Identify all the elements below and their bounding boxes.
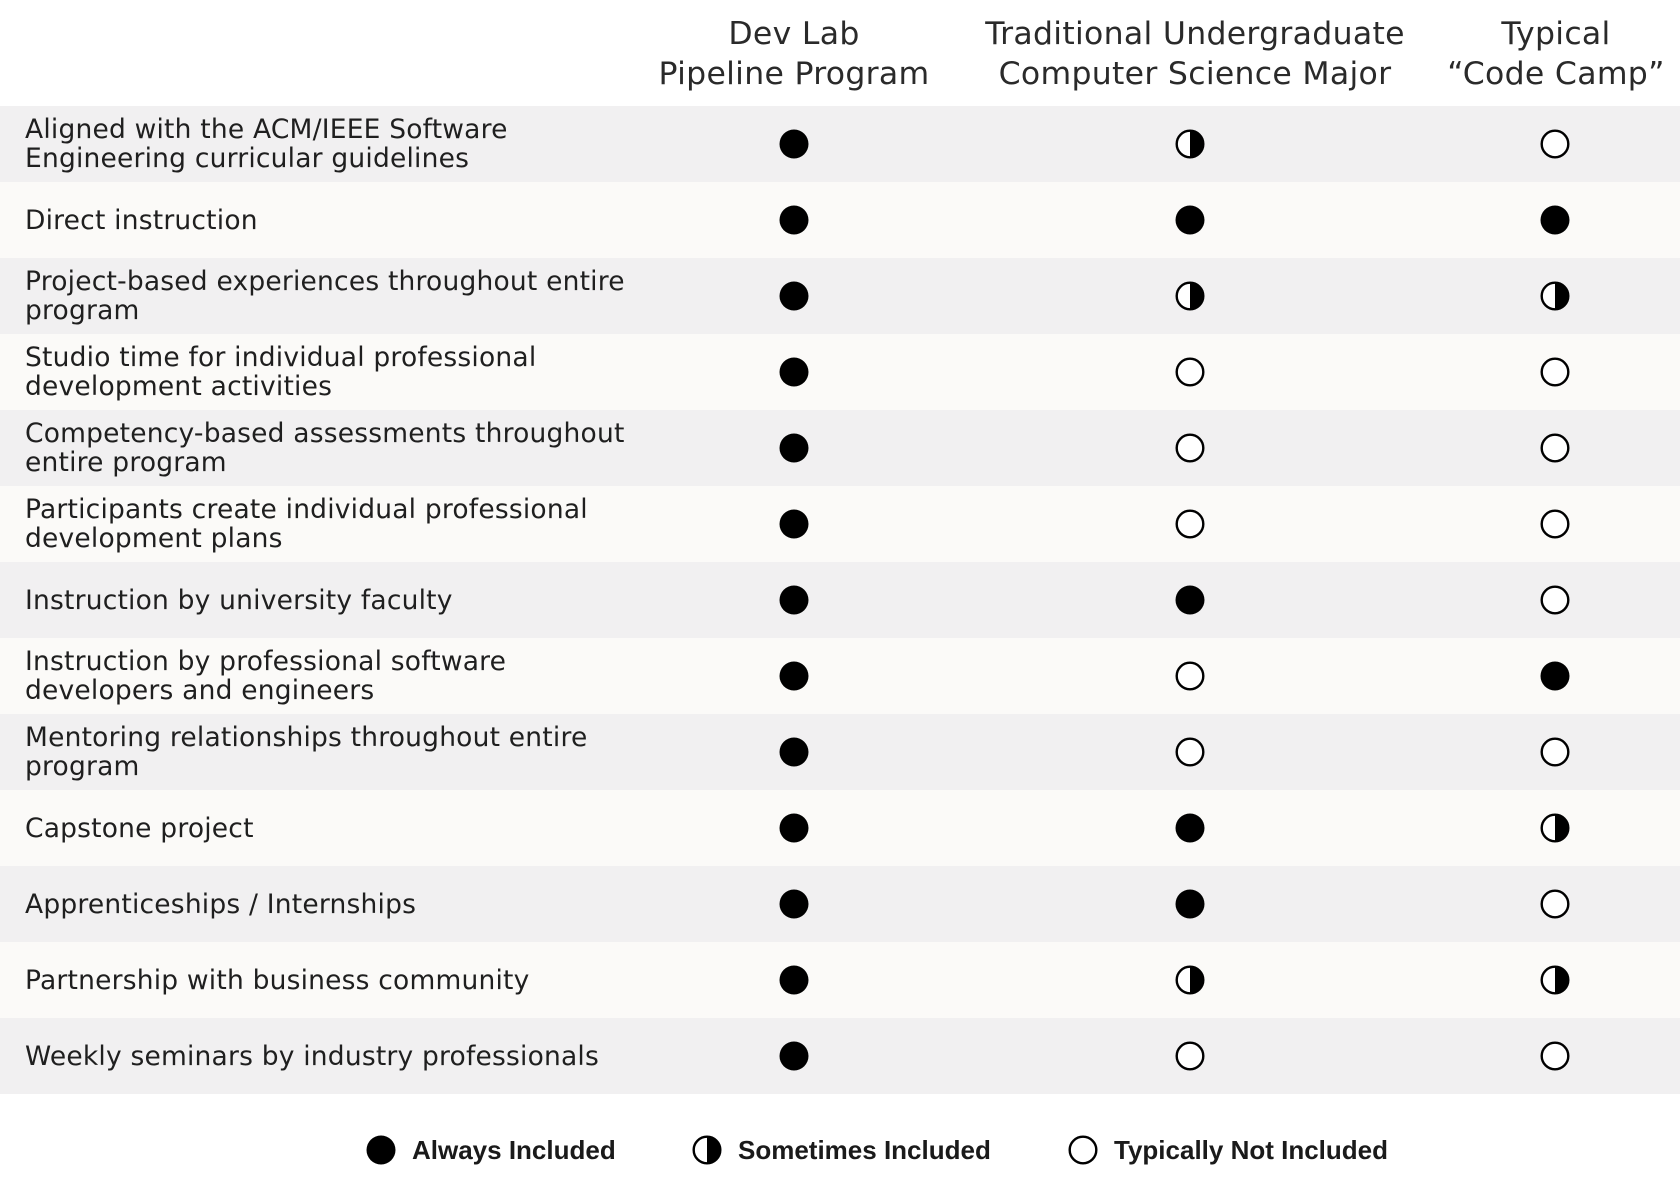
filled-circle-icon	[1160, 182, 1220, 258]
empty-circle-icon	[1525, 562, 1585, 638]
filled-circle-icon	[764, 866, 824, 942]
legend-item-not	[1068, 1132, 1388, 1168]
feature-label: Project-based experiences throughout entire program	[25, 266, 625, 326]
feature-label: Competency-based assessments throughout entire program	[25, 418, 625, 478]
filled-circle-icon	[764, 410, 824, 486]
empty-circle-icon	[1160, 638, 1220, 714]
half-filled-circle-icon	[692, 1135, 738, 1165]
half-filled-circle-icon	[1160, 106, 1220, 182]
table-row	[0, 714, 1680, 790]
empty-circle-icon	[1160, 714, 1220, 790]
table-row	[0, 334, 1680, 410]
column-header-dev-lab	[644, 14, 944, 94]
table-row	[0, 486, 1680, 562]
table-row	[0, 1018, 1680, 1094]
legend	[0, 1132, 1680, 1168]
column-header-line: Typical	[1501, 16, 1611, 52]
half-filled-circle-icon	[1160, 258, 1220, 334]
filled-circle-icon	[764, 638, 824, 714]
table-row	[0, 790, 1680, 866]
filled-circle-icon	[764, 562, 824, 638]
feature-label: Participants create individual professional development plans	[25, 494, 588, 554]
filled-circle-icon	[764, 486, 824, 562]
legend-item-always	[366, 1132, 616, 1168]
filled-circle-icon	[1525, 638, 1585, 714]
feature-label: Partnership with business community	[25, 964, 530, 996]
feature-label: Instruction by professional software developers and engineers	[25, 646, 507, 706]
legend-item-sometimes	[692, 1132, 991, 1168]
filled-circle-icon	[764, 942, 824, 1018]
column-header-line: “Code Camp”	[1447, 56, 1665, 92]
empty-circle-icon	[1525, 866, 1585, 942]
empty-circle-icon	[1525, 334, 1585, 410]
feature-label: Weekly seminars by industry professionals	[25, 1040, 599, 1072]
feature-label: Instruction by university faculty	[25, 584, 453, 616]
table-row	[0, 562, 1680, 638]
empty-circle-icon	[1525, 714, 1585, 790]
filled-circle-icon	[1525, 182, 1585, 258]
filled-circle-icon	[1160, 866, 1220, 942]
empty-circle-icon	[1160, 1018, 1220, 1094]
feature-label: Apprenticeships / Internships	[25, 888, 417, 920]
feature-label: Aligned with the ACM/IEEE Software Engineering curricular guidelines	[25, 114, 508, 174]
half-filled-circle-icon	[1525, 258, 1585, 334]
filled-circle-icon	[764, 182, 824, 258]
legend-label: Typically Not Included	[1114, 1134, 1389, 1165]
table-body	[0, 106, 1680, 1094]
table-row	[0, 182, 1680, 258]
table-row	[0, 106, 1680, 182]
filled-circle-icon	[764, 714, 824, 790]
empty-circle-icon	[1068, 1135, 1114, 1165]
filled-circle-icon	[764, 334, 824, 410]
empty-circle-icon	[1525, 1018, 1585, 1094]
half-filled-circle-icon	[1160, 942, 1220, 1018]
filled-circle-icon	[366, 1135, 412, 1165]
table-row	[0, 942, 1680, 1018]
empty-circle-icon	[1525, 106, 1585, 182]
filled-circle-icon	[764, 1018, 824, 1094]
legend-label: Always Included	[412, 1134, 616, 1165]
empty-circle-icon	[1160, 334, 1220, 410]
column-header-code-camp	[1432, 14, 1680, 94]
feature-label: Studio time for individual professional development activities	[25, 342, 537, 402]
empty-circle-icon	[1525, 486, 1585, 562]
table-row	[0, 638, 1680, 714]
filled-circle-icon	[764, 258, 824, 334]
feature-label: Mentoring relationships throughout entire program	[25, 722, 588, 782]
half-filled-circle-icon	[1525, 790, 1585, 866]
empty-circle-icon	[1160, 410, 1220, 486]
filled-circle-icon	[764, 106, 824, 182]
filled-circle-icon	[764, 790, 824, 866]
feature-label: Direct instruction	[25, 204, 258, 236]
table-row	[0, 258, 1680, 334]
half-filled-circle-icon	[1525, 942, 1585, 1018]
column-header-line: Traditional Undergraduate	[985, 16, 1405, 52]
column-header-line: Dev Lab	[728, 16, 860, 52]
table-header	[0, 0, 1680, 106]
legend-label: Sometimes Included	[738, 1134, 991, 1165]
table-row	[0, 866, 1680, 942]
filled-circle-icon	[1160, 790, 1220, 866]
feature-label: Capstone project	[25, 812, 254, 844]
empty-circle-icon	[1525, 410, 1585, 486]
filled-circle-icon	[1160, 562, 1220, 638]
column-header-traditional-cs	[960, 14, 1430, 94]
table-row	[0, 410, 1680, 486]
column-header-line: Computer Science Major	[998, 56, 1392, 92]
empty-circle-icon	[1160, 486, 1220, 562]
column-header-line: Pipeline Program	[658, 56, 930, 92]
